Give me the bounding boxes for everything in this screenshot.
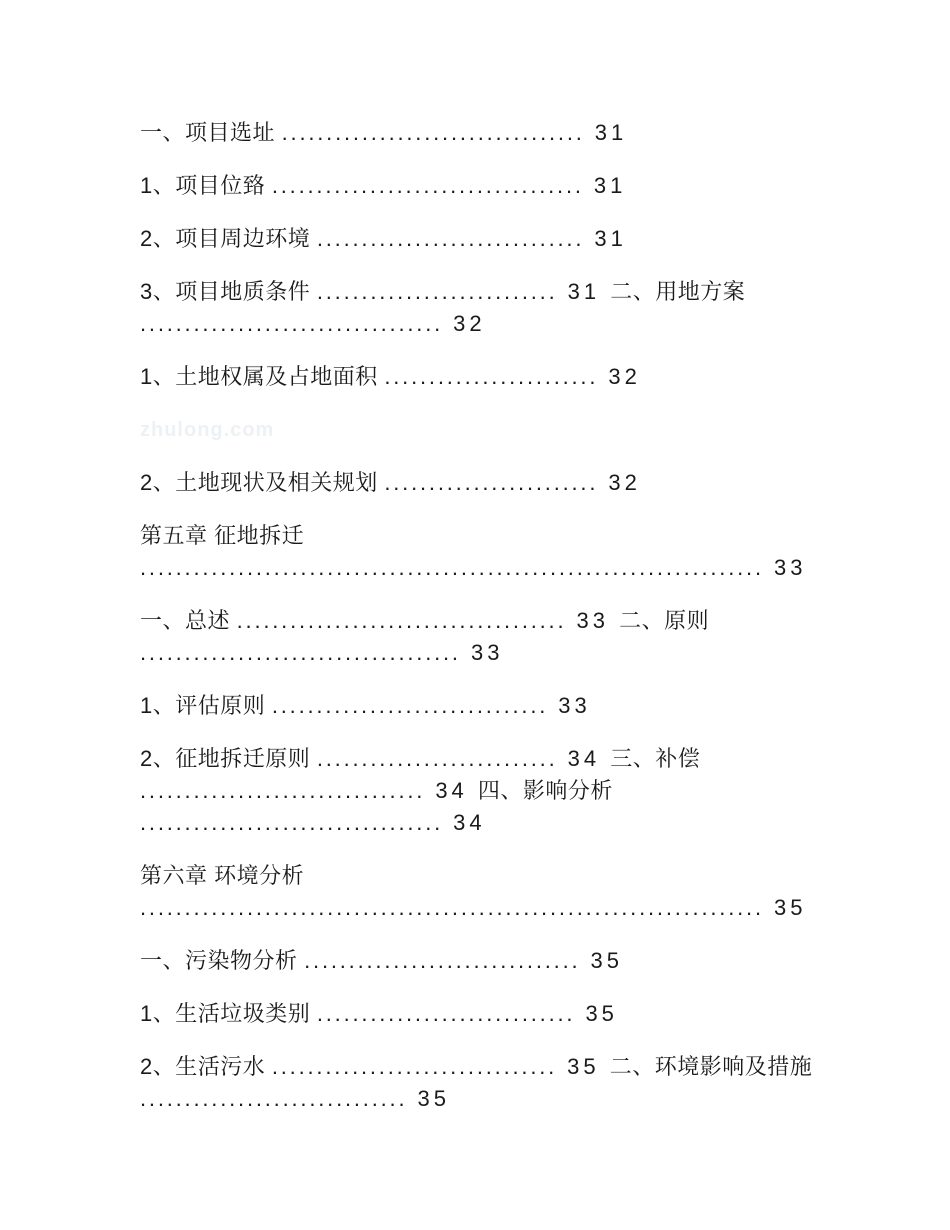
page-number: 31 [584, 120, 628, 145]
chapter-heading-label: 第五章 征地拆迁 [140, 523, 305, 548]
dot-leader: ...................................................................... [140, 895, 764, 920]
toc-paragraph [140, 467, 920, 499]
dot-leader: ................................ [140, 778, 426, 803]
toc-entry-label: 2、项目周边环境 [140, 226, 317, 251]
dot-leader: .................................... [140, 640, 461, 665]
toc-paragraph [140, 860, 920, 924]
toc-line [140, 223, 920, 255]
dot-leader: ...................................................................... [140, 555, 764, 580]
page-number: 31 [583, 173, 627, 198]
toc-paragraph [140, 945, 920, 977]
toc-line [140, 690, 920, 722]
page-number: 33 [548, 693, 591, 718]
toc-entry-label: 2、征地拆迁原则 [140, 746, 317, 771]
toc-line [140, 467, 920, 499]
toc-entry-label: 二、原则 [619, 608, 710, 633]
page-number: 35 [580, 948, 623, 973]
page-number: 34 [425, 778, 478, 803]
toc-line [140, 998, 920, 1030]
toc-line [140, 1051, 920, 1083]
toc-entry-label: 3、项目地质条件 [140, 279, 317, 304]
page-number: 31 [584, 226, 627, 251]
toc-entry-label: 四、影响分析 [477, 778, 613, 803]
dot-leader: ..................................... [236, 608, 567, 633]
page-number: 34 [443, 810, 486, 835]
toc-line [140, 361, 920, 393]
toc-line [140, 170, 920, 202]
toc-line [140, 520, 920, 552]
toc-line [140, 308, 920, 340]
dot-leader: ................................... [271, 173, 584, 198]
toc-line [140, 276, 920, 308]
toc-line [140, 775, 920, 807]
page-number: 35 [557, 1054, 610, 1079]
toc-line [140, 892, 920, 924]
page-number: 34 [557, 746, 611, 771]
page-number: 33 [763, 555, 807, 580]
page-number: 32 [598, 470, 641, 495]
toc-entry-label: 1、项目位臵 [140, 173, 272, 198]
dot-leader: .............................. [316, 226, 585, 251]
dot-leader: ........................... [316, 746, 558, 771]
toc-line [140, 807, 920, 839]
toc-paragraph [140, 605, 920, 669]
dot-leader: .................................. [140, 311, 444, 336]
dot-leader: ............................... [271, 693, 549, 718]
toc-paragraph [140, 223, 920, 255]
page-number: 35 [575, 1001, 618, 1026]
toc-paragraph [140, 743, 920, 839]
watermark-row [140, 414, 920, 446]
toc-entry-label: 一、项目选址 [140, 120, 282, 145]
toc-paragraph [140, 117, 920, 149]
page-number: 31 [557, 279, 611, 304]
page-number: 35 [763, 895, 807, 920]
dot-leader: ............................... [304, 948, 581, 973]
toc-paragraph [140, 1051, 920, 1115]
toc-entry-label: 1、生活垃圾类别 [140, 1001, 317, 1026]
watermark-text: zhulong.com [140, 419, 275, 441]
page-number: 33 [566, 608, 620, 633]
toc-line [140, 945, 920, 977]
toc-paragraph [140, 361, 920, 393]
toc-line [140, 117, 920, 149]
dot-leader: .................................. [140, 810, 444, 835]
page-number: 32 [598, 364, 641, 389]
toc-paragraph [140, 276, 920, 340]
dot-leader: ........................ [384, 364, 599, 389]
toc-line [140, 605, 920, 637]
toc-paragraph [140, 998, 920, 1030]
dot-leader: .............................. [140, 1086, 408, 1111]
toc-entry-label: 一、污染物分析 [140, 948, 305, 973]
toc-entry-label: 三、补偿 [610, 746, 701, 771]
toc-line [140, 637, 920, 669]
toc-entry-label: 1、土地权属及占地面积 [140, 364, 385, 389]
page-number: 33 [460, 640, 504, 665]
toc-entry-label: 1、评估原则 [140, 693, 272, 718]
toc-paragraph [140, 520, 920, 584]
toc-line [140, 860, 920, 892]
page-number: 35 [407, 1086, 450, 1111]
toc-entry-label: 二、环境影响及措施 [609, 1054, 813, 1079]
toc-paragraph [140, 690, 920, 722]
dot-leader: ................................ [271, 1054, 558, 1079]
dot-leader: ........................... [316, 279, 558, 304]
toc-entry-label: 2、土地现状及相关规划 [140, 470, 385, 495]
page-number: 32 [443, 311, 486, 336]
dot-leader: ............................. [316, 1001, 576, 1026]
toc-line [140, 743, 920, 775]
toc-paragraph [140, 170, 920, 202]
toc-entry-label: 2、生活污水 [140, 1054, 272, 1079]
dot-leader: .................................. [281, 120, 585, 145]
toc-entry-label: 一、总述 [140, 608, 237, 633]
toc-line [140, 1083, 920, 1115]
chapter-heading-label: 第六章 环境分析 [140, 863, 305, 888]
toc-line [140, 552, 920, 584]
toc-entry-label: 二、用地方案 [610, 279, 746, 304]
dot-leader: ........................ [384, 470, 599, 495]
